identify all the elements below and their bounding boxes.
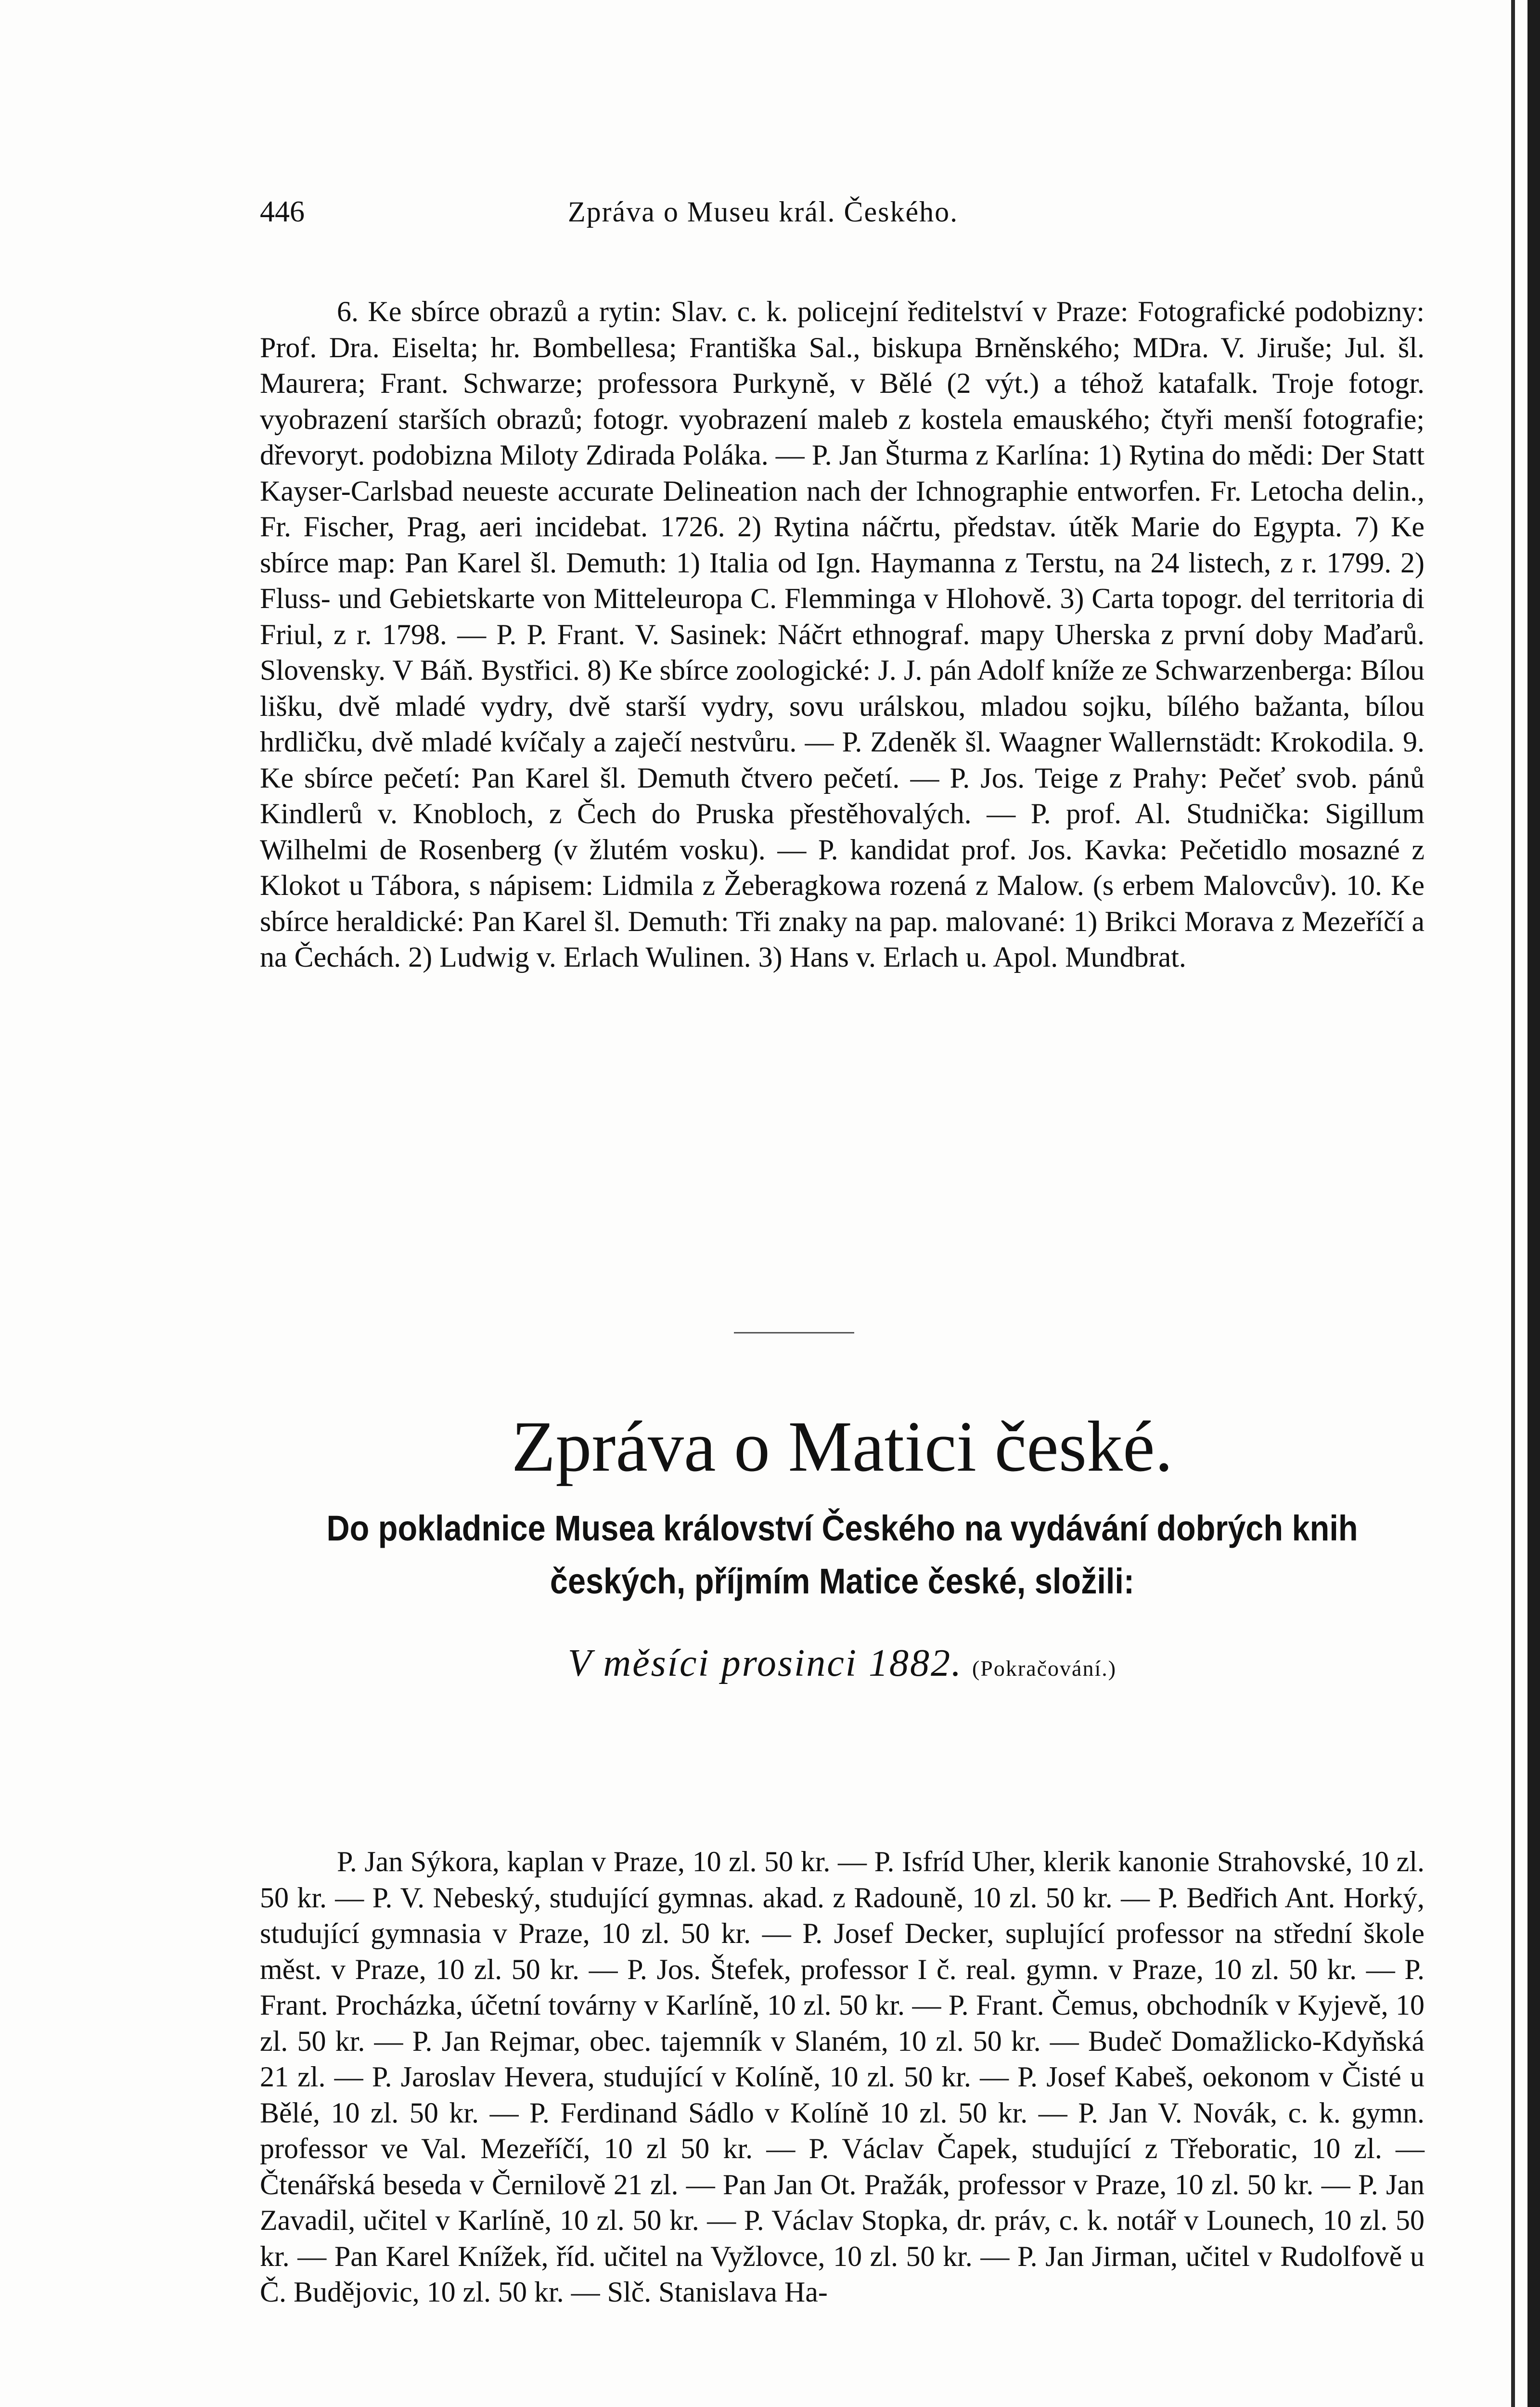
section-divider [734,1332,854,1333]
month-heading: V měsíci prosinci 1882. [567,1642,962,1684]
running-head [260,190,1429,233]
collections-text: 6. Ke sbírce obrazů a rytin: Slav. c. k. policejní ředitelství v Praze: Fotografické podobizny: Prof. Dra. Eiselta; hr. Bombellesa; Františka Sal., biskupa Brněnského; MDra. V. Jiruše; Jul. šl. Maurera; Frant. Schwarze; professora Purkyně, v Bělé (2 výt.) a téhož katafalk. Troje fotogr. vyobrazení starších obrazů; fotogr. vyobrazení maleb z kostela emauského; čtyři menší fotografie; dřevoryt. podobizna Miloty Zdirada Poláka. — P. Jan Šturma z Karlína: 1) Rytina do mědi: Der Statt Kayser-Carlsbad neueste accurate Delineation nach der Ichnographie entworfen. Fr. Letocha delin., Fr. Fischer, Prag, aeri incidebat. 1726. 2) Rytina náčrtu, představ. útěk Marie do Egypta. 7) Ke sbírce map: Pan Karel šl. Demuth: 1) Italia od Ign. Haymanna z Terstu, na 24 listech, z r. 1799. 2) Fluss- und Gebietskarte von Mitteleuropa C. Flemminga v Hlohově. 3) Carta topogr. del territoria di Friul, z r. 1798. — P. P. Frant. V. Sasinek: Náčrt ethnograf. mapy Uherska z první doby Maďarů. Slovensky. V Báň. Bystřici. 8) Ke sbírce zoologické: J. J. pán Adolf kníže ze Schwarzenberga: Bílou lišku, dvě mladé vydry, dvě starší vydry, sovu urálskou, mladou sojku, bílého bažanta, bílou hrdličku, dvě mladé kvíčaly a zaječí nestvůru. — P. Zdeněk šl. Waagner Wallernstädt: Krokodila. 9. Ke sbírce pečetí: Pan Karel šl. Demuth čtvero pečetí. — P. Jos. Teige z Prahy: Pečeť svob. pánů Kindlerů v. Knobloch, z Čech do Pruska přestěhovalých. — P. prof. Al. Studnička: Sigillum Wilhelmi de Rosenberg (v žlutém vosku). — P. kandidat prof. Jos. Kavka: Pečetidlo mosazné z Klokot u Tábora, s nápisem: Lidmila z Žeberagkowa rozená z Malow. (s erbem Malovcův). 10. Ke sbírce heraldické: Pan Karel šl. Demuth: Tři znaky na pap. malované: 1) Brikci Morava z Mezeříčí a na Čechách. 2) Ludwig v. Erlach Wulinen. 3) Hans v. Erlach u. Apol. Mundbrat. [260,296,1424,973]
collections-section [260,294,1424,975]
matice-title: Zpráva o Matici české. [511,1407,1173,1487]
scan-edge [1527,0,1540,2407]
donors-text: P. Jan Sýkora, kaplan v Praze, 10 zl. 50 kr. — P. Isfríd Uher, klerik kanonie Strahovské, 10 zl. 50 kr. — P. V. Nebeský, studující gymnas. akad. z Radouně, 10 zl. 50 kr. — P. Bedřich Ant. Horký, studující gymnasia v Praze, 10 zl. 50 kr. — P. Josef Decker, suplující professor na střední škole měst. v Praze, 10 zl. 50 kr. — P. Jos. Štefek, professor I č. real. gymn. v Praze, 10 zl. 50 kr. — P. Frant. Procházka, účetní továrny v Karlíně, 10 zl. 50 kr. — P. Frant. Čemus, obchodník v Kyjevě, 10 zl. 50 kr. — P. Jan Rejmar, obec. tajemník v Slaném, 10 zl. 50 kr. — Budeč Domažlicko-Kdyňská 21 zl. — P. Jaroslav Hevera, studující v Kolíně, 10 zl. 50 kr. — P. Josef Kabeš, oekonom v Čisté u Bělé, 10 zl. 50 kr. — P. Ferdinand Sádlo v Kolíně 10 zl. 50 kr. — P. Jan V. Novák, c. k. gymn. professor ve Val. Mezeříčí, 10 zl 50 kr. — P. Václav Čapek, studující z Třeboratic, 10 zl. — Čtenářská beseda v Černilově 21 zl. — Pan Jan Ot. Pražák, professor v Praze, 10 zl. 50 kr. — P. Jan Zavadil, učitel v Karlíně, 10 zl. 50 kr. — P. Václav Stopka, dr. práv, c. k. notář v Lounech, 10 zl. 50 kr. — Pan Karel Knížek, říd. učitel na Vyžlovce, 10 zl. 50 kr. — P. Jan Jirman, učitel v Rudolfově u Č. Budějovic, 10 zl. 50 kr. — Slč. Stanislava Ha- [260,1846,1424,2308]
donors-section [260,1844,1424,2310]
month-note: (Pokračování.) [972,1656,1117,1681]
running-title: Zpráva o Museu král. Českého. [568,196,959,228]
matice-subtitle: Do pokladnice Musea království Českého na vydávání dobrých knih českých, příjmím Matice české, složili: [326,1508,1358,1601]
scan-edge-line [1511,0,1515,2407]
month-heading-row [260,1634,1424,1697]
page-number: 446 [260,195,305,228]
